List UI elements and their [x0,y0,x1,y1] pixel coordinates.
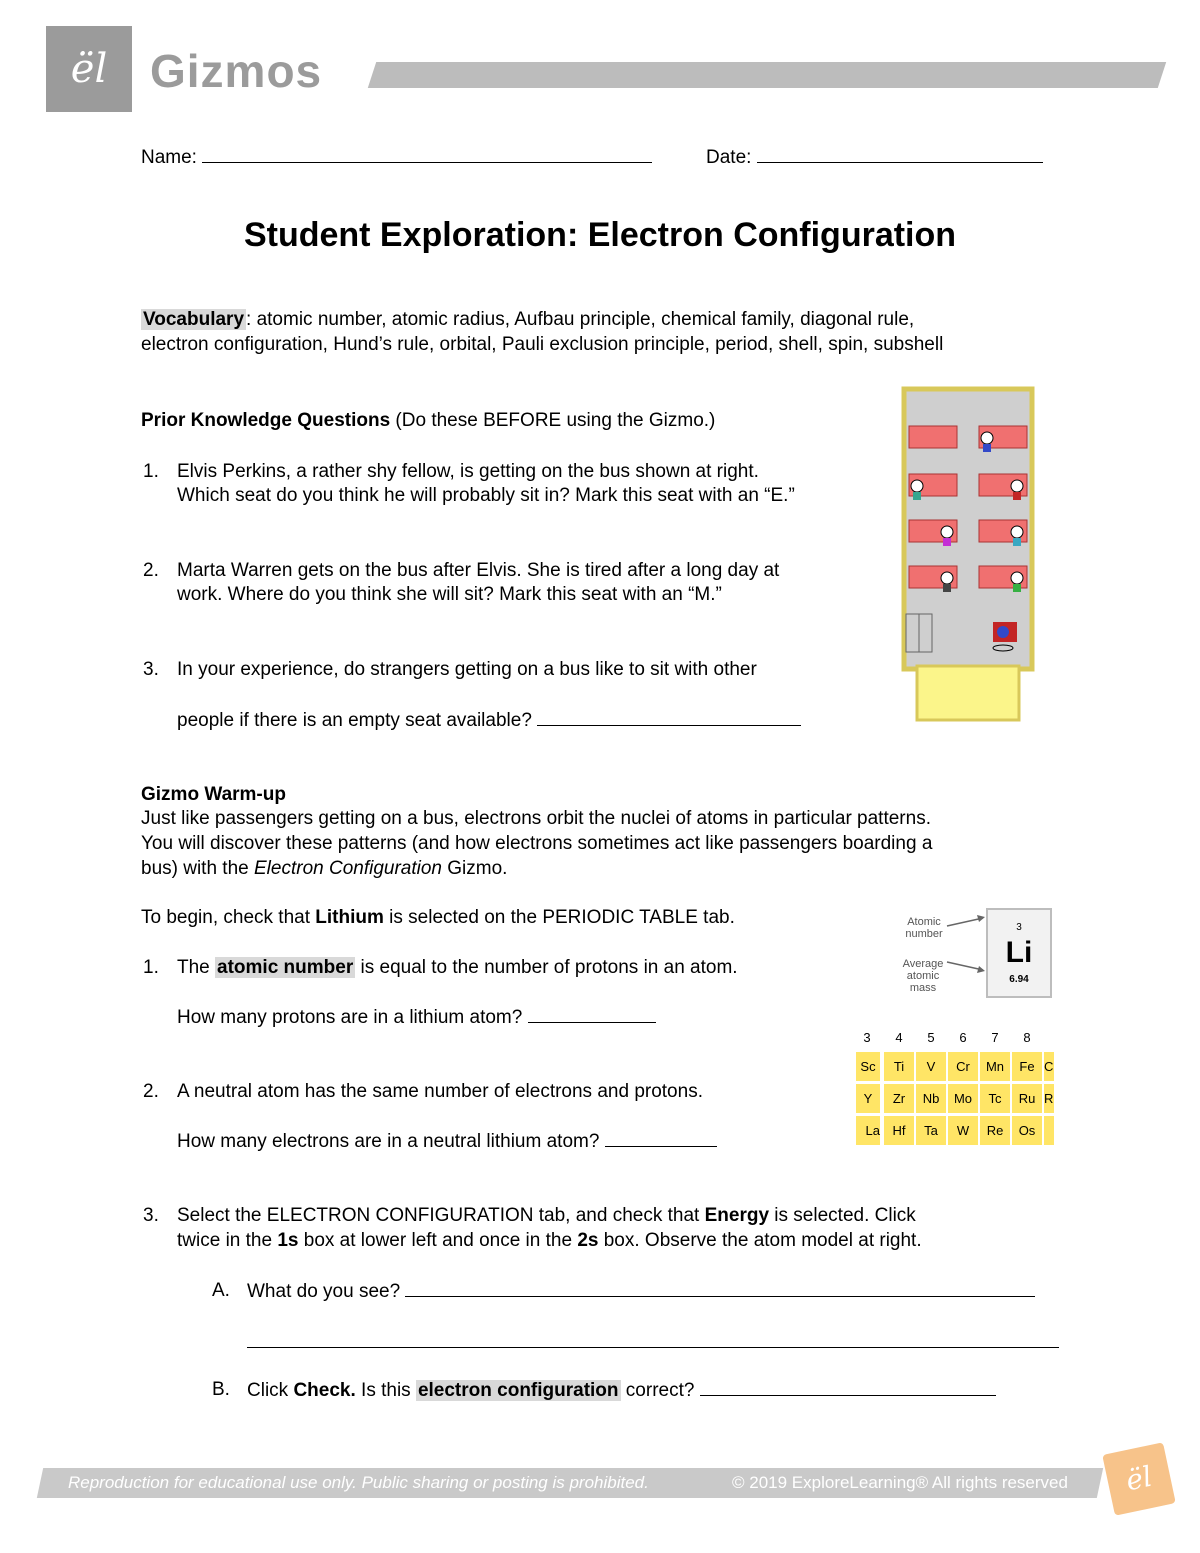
q2-answer-blank[interactable] [605,1128,717,1147]
prior-q2-line-1: Marta Warren gets on the bus after Elvis. She is tired after a long day at [177,560,780,581]
arrow-atomic-number [947,918,983,926]
footer-logo-glyph: ël [1122,1459,1155,1498]
logo-glyph: ël [70,46,108,92]
q3-l2-mid: box at lower left and once in the [298,1230,578,1251]
prior-q3-line-2 [177,707,801,733]
atomic-number-label-2: number [905,928,943,940]
q1-term: atomic number [217,957,354,978]
prior-q3-answer-blank[interactable] [537,707,801,726]
warmup-q1-line [177,955,738,980]
element-cell: Hf [884,1116,914,1145]
gizmos-logo [46,26,132,112]
warmup-p3-post: Gizmo. [442,858,508,879]
q3-energy: Energy [704,1205,770,1226]
q1-answer-blank[interactable] [528,1004,656,1023]
name-label: Name: [141,147,197,168]
tile-pointer-arrows [945,912,989,982]
q3b-mid: Is this [355,1380,416,1401]
group-number: 5 [927,1030,935,1045]
q1-pre: The [177,957,216,978]
warmup-p3-pre: bus) with the [141,858,254,879]
warmup-q2-line: A neutral atom has the same number of electrons and protons. [177,1081,703,1102]
element-cell: Re [980,1116,1010,1145]
warmup-q3-line-1 [177,1203,916,1228]
tile-symbol: Li [1005,936,1033,969]
date-field [706,144,1043,170]
arrowhead-atomic-number [977,915,985,922]
vocabulary-line-2: electron configuration, Hund’s rule, orbital, Pauli exclusion principle, period, shell, spin, subshell [141,334,944,355]
element-cell: W [948,1116,978,1145]
q3b-letter: B. [212,1379,230,1400]
vocabulary-label: Vocabulary [143,309,245,330]
group-number: 4 [895,1030,903,1045]
q3b-line [247,1377,996,1403]
element-cell: Mn [980,1052,1010,1081]
q3a-line [247,1278,1035,1304]
seat-left-1 [909,426,957,448]
tile-mass: 6.94 [1009,974,1029,985]
element-cell: Y [856,1084,880,1113]
element-cell: Ta [916,1116,946,1145]
warmup-q3-number: 3. [143,1205,159,1226]
group-number: 6 [959,1030,967,1045]
atomic-mass-label-3: mass [909,982,937,994]
vocabulary-line-1 [141,307,914,332]
tile-atomic-number: 3 [1016,922,1022,933]
group-number: 3 [863,1030,871,1045]
element-cell-partial [1044,1116,1054,1145]
group-number: 7 [991,1030,999,1045]
name-field [141,144,652,170]
element-cell: Zr [884,1084,914,1113]
element-cell: Tc [980,1084,1010,1113]
arrowhead-atomic-mass [977,966,985,973]
prior-heading-text: Prior Knowledge Questions [141,410,391,431]
warmup-q1-number: 1. [143,957,159,978]
q2-sub-text: How many electrons are in a neutral lithium atom? [177,1131,600,1152]
q3a-answer-blank[interactable] [405,1278,1035,1297]
q3a-answer-blank-2[interactable] [247,1347,1059,1348]
warmup-gizmo-title: Electron Configuration [254,858,442,879]
q3b-answer-blank[interactable] [700,1377,996,1396]
date-blank[interactable] [757,144,1043,163]
warmup-begin [141,905,735,930]
q3a-text: What do you see? [247,1281,401,1302]
bus-front [917,666,1019,720]
q3-2s: 2s [577,1230,599,1251]
name-blank[interactable] [202,144,652,163]
warmup-paragraph-3 [141,856,507,881]
begin-pre: To begin, check that [141,907,316,928]
atomic-number-label [898,916,950,940]
element-cell: Nb [916,1084,946,1113]
q3b-post: correct? [620,1380,695,1401]
prior-q1-line-2: Which seat do you think he will probably sit in? Mark this seat with an “E.” [177,485,795,506]
prior-q1-line-1: Elvis Perkins, a rather shy fellow, is getting on the bus shown at right. [177,461,759,482]
prior-q3-text-2: people if there is an empty seat available? [177,710,532,731]
element-cell: Cr [948,1052,978,1081]
element-cell-partial: R [1044,1084,1054,1113]
footer-notice: Reproduction for educational use only. Public sharing or posting is prohibited. [68,1473,649,1492]
q3-l1-post: is selected. Click [769,1205,916,1226]
warmup-q2-number: 2. [143,1081,159,1102]
q3-l2-post: box. Observe the atom model at right. [598,1230,922,1251]
footer-logo [1102,1442,1176,1516]
prior-q3-number: 3. [143,659,159,680]
q3b-term: electron configuration [417,1380,619,1401]
q3-l2-pre: twice in the [177,1230,278,1251]
element-cell-partial: C [1044,1052,1054,1081]
brand-name: Gizmos [150,45,323,97]
element-cell: Fe [1012,1052,1042,1081]
q3a-letter: A. [212,1280,230,1301]
prior-knowledge-heading [141,408,715,433]
q3b-pre: Click [247,1380,294,1401]
q3-1s: 1s [277,1230,299,1251]
atomic-mass-label [896,958,950,994]
lithium-element-tile [986,908,1052,998]
header-bar [368,62,1166,88]
warmup-q1-sub [177,1004,656,1030]
q1-post: is equal to the number of protons in an atom. [355,957,738,978]
footer-copyright: © 2019 ExploreLearning® All rights reserved [732,1473,1068,1492]
warmup-q2-sub [177,1128,717,1154]
prior-q2-line-2: work. Where do you think she will sit? Mark this seat with an “M.” [177,584,722,605]
date-label: Date: [706,147,752,168]
begin-lithium: Lithium [315,907,384,928]
page-title: Student Exploration: Electron Configuration [243,216,957,254]
element-cell: Ru [1012,1084,1042,1113]
warmup-q3-line-2 [177,1228,922,1253]
q3-l1-pre: Select the ELECTRON CONFIGURATION tab, and check that [177,1205,705,1226]
begin-post: is selected on the PERIODIC TABLE tab. [383,907,735,928]
atomic-mass-label-2: atomic [906,970,940,982]
element-cell: La [856,1116,880,1145]
q1-sub-text: How many protons are in a lithium atom? [177,1007,523,1028]
element-cell: Mo [948,1084,978,1113]
element-cell: Os [1012,1116,1042,1145]
prior-q3-line-1: In your experience, do strangers getting on a bus like to sit with other [177,659,757,680]
prior-q1-number: 1. [143,461,159,482]
warmup-paragraph-2: You will discover these patterns (and how electrons sometimes act like passengers boarding a [141,833,933,854]
bus-seating-diagram [901,386,1035,722]
arrow-atomic-mass [947,962,983,970]
q3b-check: Check. [293,1380,356,1401]
group-number: 8 [1023,1030,1031,1045]
prior-heading-note: (Do these BEFORE using the Gizmo.) [390,410,716,431]
element-cell: Sc [856,1052,880,1081]
warmup-paragraph-1: Just like passengers getting on a bus, electrons orbit the nuclei of atoms in particular patterns. [141,808,931,829]
atomic-mass-label-1: Average [902,958,944,970]
element-cell: Ti [884,1052,914,1081]
element-cell: V [916,1052,946,1081]
prior-q2-number: 2. [143,560,159,581]
atomic-number-label-1: Atomic [907,916,941,928]
warmup-heading: Gizmo Warm-up [141,784,286,805]
vocabulary-text-1: : atomic number, atomic radius, Aufbau principle, chemical family, diagonal rule, [246,309,915,330]
